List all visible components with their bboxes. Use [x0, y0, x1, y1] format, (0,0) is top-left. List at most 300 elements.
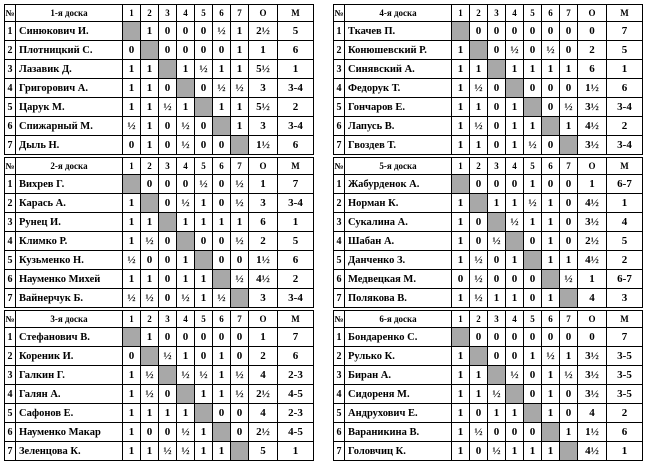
result-cell: 1: [560, 423, 578, 442]
player-number: 3: [5, 213, 16, 232]
self-cell: [159, 366, 177, 385]
result-cell: 0: [560, 22, 578, 41]
result-cell: 0: [560, 385, 578, 404]
result-cell: ½: [159, 442, 177, 461]
table-row: [5, 60, 314, 79]
header-round-6: 6: [213, 311, 231, 328]
player-number: 2: [5, 347, 16, 366]
result-cell: ½: [470, 251, 488, 270]
result-cell: 1: [452, 404, 470, 423]
table-row: [334, 404, 643, 423]
player-points: 1½: [249, 136, 278, 155]
player-name: Вайнерчук Б.: [16, 289, 123, 308]
result-cell: 0: [141, 175, 159, 194]
table-row: [5, 442, 314, 461]
result-cell: 0: [470, 22, 488, 41]
header-place: М: [278, 5, 314, 22]
player-points: 1: [578, 175, 607, 194]
header-num: №: [334, 5, 345, 22]
result-cell: 0: [231, 328, 249, 347]
player-points: 3½: [578, 366, 607, 385]
player-number: 6: [334, 423, 345, 442]
table-row: [5, 423, 314, 442]
player-points: 3½: [578, 136, 607, 155]
self-cell: [213, 270, 231, 289]
player-name: Синюкович И.: [16, 22, 123, 41]
header-round-4: 4: [177, 5, 195, 22]
result-cell: 1: [452, 366, 470, 385]
header-round-5: 5: [195, 311, 213, 328]
table-header: [5, 158, 314, 175]
player-place: 3-4: [278, 289, 314, 308]
header-round-2: 2: [470, 158, 488, 175]
player-place: 1: [278, 60, 314, 79]
player-name: Вараникина В.: [345, 423, 452, 442]
player-points: 3½: [578, 385, 607, 404]
player-name: Рулько К.: [345, 347, 452, 366]
player-number: 4: [5, 385, 16, 404]
result-cell: ½: [524, 194, 542, 213]
result-cell: 0: [159, 194, 177, 213]
result-cell: 0: [231, 347, 249, 366]
result-cell: 1: [542, 289, 560, 308]
result-cell: 0: [195, 79, 213, 98]
player-points: 3½: [578, 213, 607, 232]
table-row: [334, 79, 643, 98]
result-cell: 0: [159, 79, 177, 98]
result-cell: 1: [452, 213, 470, 232]
board-title: 4-я доска: [345, 5, 452, 22]
result-cell: 1: [470, 385, 488, 404]
result-cell: 0: [542, 22, 560, 41]
result-cell: 0: [159, 385, 177, 404]
player-place: 1: [607, 442, 643, 461]
player-name: Лазавик Д.: [16, 60, 123, 79]
player-name: Жабурденок А.: [345, 175, 452, 194]
result-cell: 1: [488, 194, 506, 213]
table-row: [334, 270, 643, 289]
self-cell: [195, 98, 213, 117]
board-title: 6-я доска: [345, 311, 452, 328]
result-cell: 0: [506, 22, 524, 41]
player-name: Сафонов Е.: [16, 404, 123, 423]
player-name: Царук М.: [16, 98, 123, 117]
result-cell: 1: [452, 289, 470, 308]
result-cell: ½: [123, 117, 141, 136]
result-cell: 1: [470, 136, 488, 155]
result-cell: 0: [524, 232, 542, 251]
result-cell: 0: [524, 79, 542, 98]
player-place: 5: [607, 232, 643, 251]
result-cell: ½: [231, 79, 249, 98]
result-cell: 1: [542, 404, 560, 423]
player-number: 4: [334, 385, 345, 404]
header-round-7: 7: [231, 158, 249, 175]
player-points: 4½: [578, 194, 607, 213]
result-cell: 0: [542, 136, 560, 155]
result-cell: 0: [470, 232, 488, 251]
header-round-3: 3: [159, 5, 177, 22]
player-points: 0: [578, 328, 607, 347]
player-number: 6: [5, 423, 16, 442]
result-cell: ½: [195, 366, 213, 385]
player-place: 2: [607, 404, 643, 423]
player-place: 3-5: [607, 347, 643, 366]
player-place: 4-5: [278, 385, 314, 404]
player-name: Галян А.: [16, 385, 123, 404]
self-cell: [123, 328, 141, 347]
result-cell: 0: [213, 251, 231, 270]
player-place: 6: [278, 136, 314, 155]
header-points: О: [578, 311, 607, 328]
header-num: №: [5, 311, 16, 328]
header-place: М: [278, 311, 314, 328]
result-cell: 0: [524, 41, 542, 60]
result-cell: 0: [560, 328, 578, 347]
result-cell: 0: [231, 251, 249, 270]
result-cell: 1: [195, 270, 213, 289]
player-number: 1: [5, 22, 16, 41]
result-cell: 0: [470, 404, 488, 423]
result-cell: 1: [123, 366, 141, 385]
result-cell: 0: [524, 289, 542, 308]
self-cell: [195, 404, 213, 423]
result-cell: 1: [123, 232, 141, 251]
player-name: Науменко Михей: [16, 270, 123, 289]
player-name: Шабан А.: [345, 232, 452, 251]
result-cell: ½: [213, 22, 231, 41]
header-round-3: 3: [159, 311, 177, 328]
player-name: Конюшевский Р.: [345, 41, 452, 60]
result-cell: 0: [213, 404, 231, 423]
header-place: М: [607, 5, 643, 22]
player-points: 1½: [578, 79, 607, 98]
result-cell: 0: [488, 79, 506, 98]
result-cell: 0: [452, 270, 470, 289]
player-points: 2½: [249, 423, 278, 442]
player-place: 3-4: [607, 98, 643, 117]
player-points: 4½: [578, 251, 607, 270]
result-cell: 1: [123, 404, 141, 423]
result-cell: 0: [506, 423, 524, 442]
table-row: [5, 213, 314, 232]
header-round-4: 4: [506, 311, 524, 328]
result-cell: ½: [231, 270, 249, 289]
header-num: №: [334, 311, 345, 328]
self-cell: [524, 98, 542, 117]
player-place: 1: [278, 213, 314, 232]
self-cell: [470, 194, 488, 213]
header-round-6: 6: [213, 5, 231, 22]
result-cell: 1: [506, 289, 524, 308]
result-cell: 1: [452, 136, 470, 155]
result-cell: 1: [177, 404, 195, 423]
result-cell: ½: [177, 136, 195, 155]
result-cell: 1: [213, 213, 231, 232]
result-cell: 0: [159, 328, 177, 347]
result-cell: 0: [141, 251, 159, 270]
table-header: [5, 5, 314, 22]
result-cell: 0: [560, 213, 578, 232]
result-cell: 1: [141, 22, 159, 41]
table-row: [334, 22, 643, 41]
result-cell: 0: [524, 328, 542, 347]
self-cell: [506, 79, 524, 98]
result-cell: 0: [195, 232, 213, 251]
result-cell: 1: [141, 213, 159, 232]
header-round-7: 7: [231, 5, 249, 22]
result-cell: 1: [123, 423, 141, 442]
table-row: [5, 22, 314, 41]
self-cell: [177, 79, 195, 98]
result-cell: 1: [542, 251, 560, 270]
table-row: [334, 251, 643, 270]
player-name: Сидореня М.: [345, 385, 452, 404]
header-points: О: [578, 158, 607, 175]
player-number: 2: [5, 41, 16, 60]
crosstable-board-5: [333, 157, 643, 308]
self-cell: [159, 60, 177, 79]
result-cell: ½: [177, 289, 195, 308]
header-points: О: [249, 158, 278, 175]
player-number: 1: [334, 22, 345, 41]
table-row: [5, 232, 314, 251]
player-points: 5: [249, 442, 278, 461]
player-number: 6: [5, 117, 16, 136]
result-cell: 0: [488, 22, 506, 41]
self-cell: [452, 328, 470, 347]
result-cell: 0: [159, 423, 177, 442]
player-points: 5½: [249, 98, 278, 117]
header-round-3: 3: [488, 311, 506, 328]
player-points: 4½: [578, 442, 607, 461]
table-row: [334, 194, 643, 213]
result-cell: 0: [488, 136, 506, 155]
player-name: Головчиц К.: [345, 442, 452, 461]
player-points: 2½: [249, 22, 278, 41]
table-row: [334, 136, 643, 155]
player-name: Вихрев Г.: [16, 175, 123, 194]
player-name: Синявский А.: [345, 60, 452, 79]
player-number: 4: [5, 232, 16, 251]
table-row: [334, 41, 643, 60]
result-cell: 1: [524, 347, 542, 366]
player-number: 3: [334, 366, 345, 385]
header-round-2: 2: [141, 311, 159, 328]
self-cell: [141, 194, 159, 213]
player-points: 2: [578, 41, 607, 60]
result-cell: 1: [452, 79, 470, 98]
table-row: [334, 213, 643, 232]
table-row: [334, 442, 643, 461]
result-cell: ½: [506, 366, 524, 385]
table-row: [5, 270, 314, 289]
result-cell: 0: [159, 270, 177, 289]
player-place: 7: [607, 328, 643, 347]
table-header: [334, 311, 643, 328]
table-row: [5, 289, 314, 308]
header-round-3: 3: [488, 158, 506, 175]
result-cell: ½: [560, 366, 578, 385]
result-cell: 1: [195, 442, 213, 461]
player-place: 4-5: [278, 423, 314, 442]
table-row: [5, 41, 314, 60]
result-cell: 1: [141, 117, 159, 136]
self-cell: [542, 117, 560, 136]
player-place: 2-3: [278, 404, 314, 423]
header-round-5: 5: [524, 5, 542, 22]
player-number: 2: [334, 194, 345, 213]
result-cell: 0: [506, 328, 524, 347]
player-place: 5: [278, 232, 314, 251]
result-cell: 1: [231, 60, 249, 79]
result-cell: 1: [213, 385, 231, 404]
result-cell: 1: [123, 213, 141, 232]
table-row: [334, 366, 643, 385]
header-round-1: 1: [452, 311, 470, 328]
result-cell: 0: [506, 347, 524, 366]
player-number: 1: [334, 175, 345, 194]
result-cell: 1: [159, 404, 177, 423]
result-cell: 1: [542, 442, 560, 461]
player-number: 5: [334, 251, 345, 270]
result-cell: 1: [141, 79, 159, 98]
result-cell: 0: [195, 328, 213, 347]
player-number: 1: [334, 328, 345, 347]
result-cell: 1: [542, 385, 560, 404]
result-cell: ½: [159, 347, 177, 366]
result-cell: 1: [177, 270, 195, 289]
player-number: 7: [334, 442, 345, 461]
player-name: Спижарный М.: [16, 117, 123, 136]
header-round-5: 5: [524, 158, 542, 175]
player-number: 6: [5, 270, 16, 289]
result-cell: 0: [195, 117, 213, 136]
self-cell: [542, 270, 560, 289]
result-cell: 1: [452, 41, 470, 60]
header-round-3: 3: [159, 158, 177, 175]
result-cell: 0: [524, 22, 542, 41]
player-number: 7: [5, 289, 16, 308]
result-cell: ½: [542, 41, 560, 60]
header-num: №: [5, 158, 16, 175]
result-cell: ½: [159, 98, 177, 117]
result-cell: ½: [231, 385, 249, 404]
player-number: 7: [334, 289, 345, 308]
player-place: 4: [607, 213, 643, 232]
header-round-4: 4: [177, 158, 195, 175]
player-name: Лапусь В.: [345, 117, 452, 136]
player-points: 2½: [578, 232, 607, 251]
self-cell: [159, 213, 177, 232]
player-name: Данченко З.: [345, 251, 452, 270]
result-cell: ½: [231, 366, 249, 385]
result-cell: 1: [542, 232, 560, 251]
result-cell: 1: [506, 194, 524, 213]
result-cell: 0: [213, 328, 231, 347]
result-cell: 0: [123, 41, 141, 60]
result-cell: 0: [560, 79, 578, 98]
result-cell: 0: [524, 270, 542, 289]
crosstable-board-2: [4, 157, 314, 308]
result-cell: 1: [141, 442, 159, 461]
result-cell: 1: [452, 60, 470, 79]
header-round-6: 6: [213, 158, 231, 175]
result-cell: 1: [560, 347, 578, 366]
player-name: Сукалина А.: [345, 213, 452, 232]
result-cell: 1: [542, 60, 560, 79]
result-cell: 1: [195, 213, 213, 232]
header-place: М: [607, 158, 643, 175]
result-cell: 0: [195, 347, 213, 366]
player-points: 1: [249, 175, 278, 194]
result-cell: 1: [231, 22, 249, 41]
result-cell: 0: [488, 98, 506, 117]
result-cell: 1: [452, 251, 470, 270]
player-place: 6: [607, 79, 643, 98]
result-cell: 0: [488, 423, 506, 442]
player-name: Стефанович В.: [16, 328, 123, 347]
result-cell: 0: [560, 194, 578, 213]
player-number: 6: [334, 270, 345, 289]
result-cell: 0: [488, 270, 506, 289]
player-points: 4: [578, 404, 607, 423]
header-round-2: 2: [141, 158, 159, 175]
result-cell: ½: [123, 251, 141, 270]
player-place: 3-4: [607, 136, 643, 155]
result-cell: 0: [159, 289, 177, 308]
player-place: 2: [278, 270, 314, 289]
self-cell: [560, 289, 578, 308]
board-title: 5-я доска: [345, 158, 452, 175]
player-number: 6: [334, 117, 345, 136]
player-name: Федорук Т.: [345, 79, 452, 98]
result-cell: ½: [488, 232, 506, 251]
result-cell: 0: [159, 136, 177, 155]
result-cell: 1: [506, 404, 524, 423]
result-cell: ½: [195, 175, 213, 194]
result-cell: 1: [195, 289, 213, 308]
result-cell: 0: [195, 22, 213, 41]
table-row: [5, 175, 314, 194]
player-number: 2: [334, 41, 345, 60]
player-place: 6-7: [607, 270, 643, 289]
self-cell: [177, 232, 195, 251]
player-place: 3-4: [278, 79, 314, 98]
result-cell: ½: [488, 442, 506, 461]
result-cell: 0: [177, 328, 195, 347]
player-points: 6: [249, 213, 278, 232]
result-cell: ½: [506, 213, 524, 232]
self-cell: [213, 423, 231, 442]
result-cell: ½: [470, 270, 488, 289]
player-name: Галкин Г.: [16, 366, 123, 385]
table-row: [5, 251, 314, 270]
result-cell: ½: [123, 289, 141, 308]
result-cell: 1: [488, 289, 506, 308]
crosstable-board-6: [333, 310, 643, 461]
header-round-1: 1: [452, 158, 470, 175]
result-cell: 1: [452, 385, 470, 404]
result-cell: 0: [177, 175, 195, 194]
result-cell: 1: [231, 213, 249, 232]
result-cell: 1: [524, 60, 542, 79]
table-row: [5, 347, 314, 366]
result-cell: 0: [123, 136, 141, 155]
result-cell: 1: [177, 60, 195, 79]
result-cell: 1: [524, 117, 542, 136]
player-number: 5: [5, 251, 16, 270]
